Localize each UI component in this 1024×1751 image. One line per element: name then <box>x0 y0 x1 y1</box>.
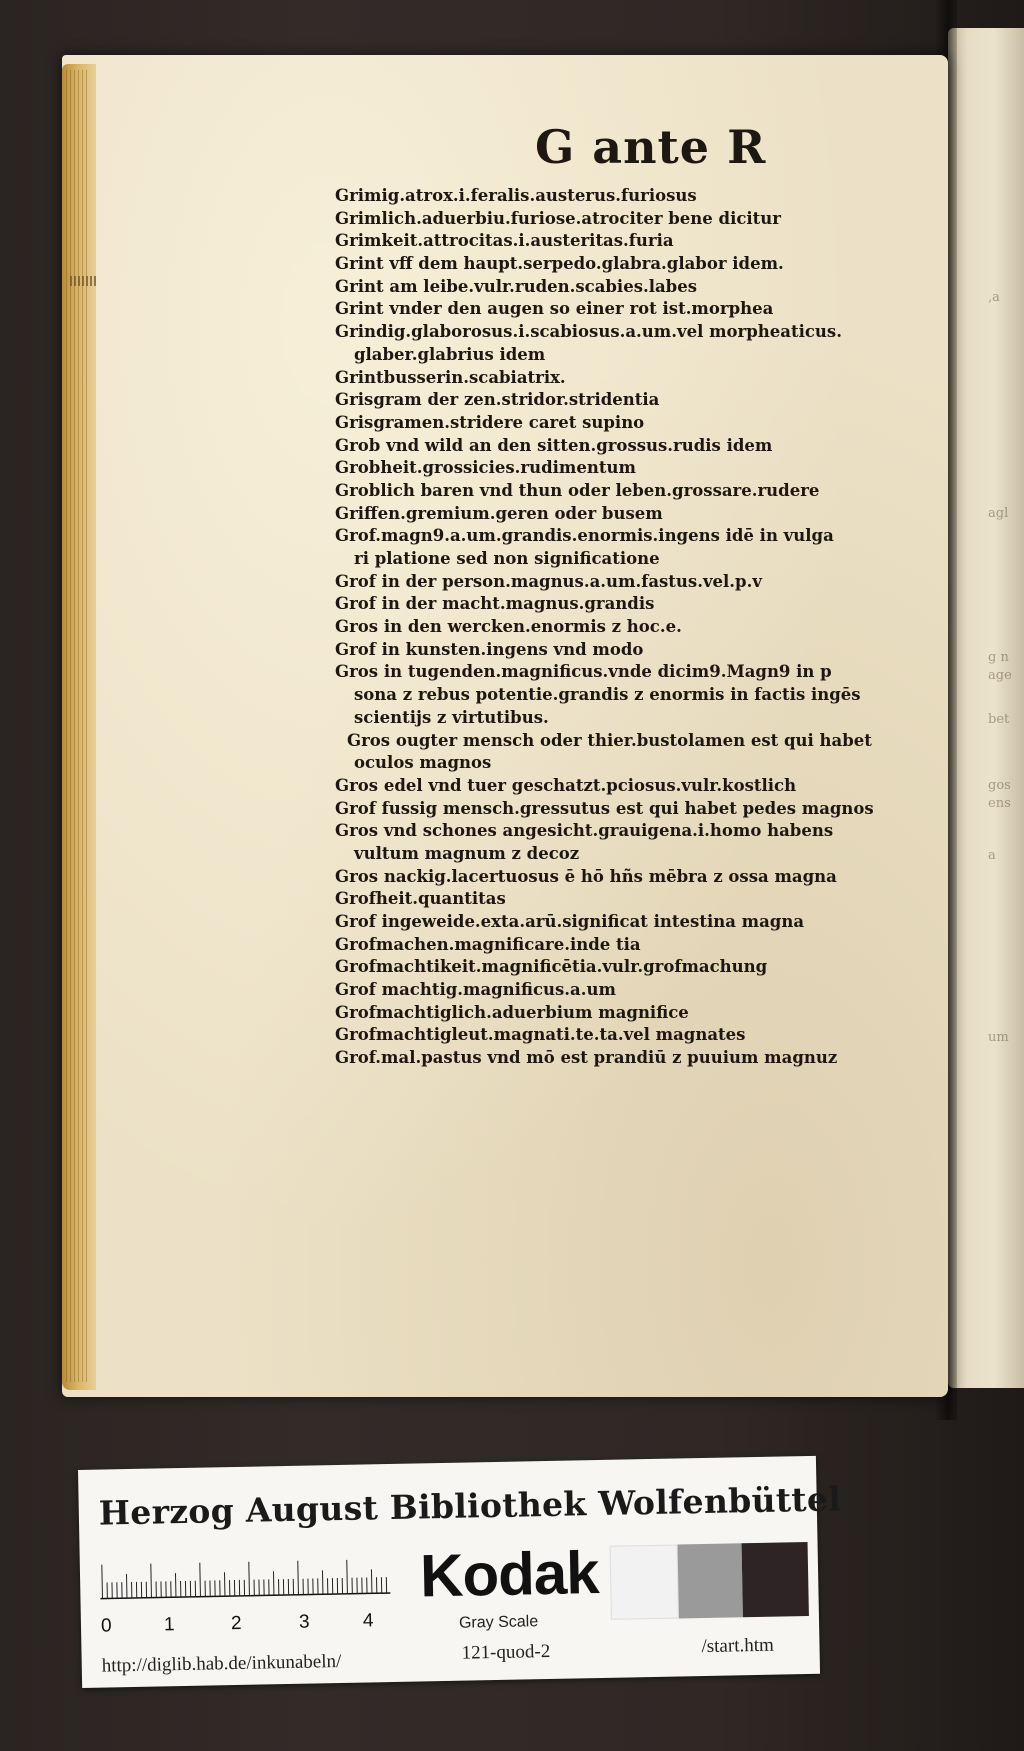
entry-line: Grof.magn9.a.um.grandis.enormis.ingens idē in vulga <box>335 526 834 546</box>
entry-line: Grint vnder den augen so einer rot ist.morphea <box>335 299 774 319</box>
entry-line: Grofmachtiglich.aduerbium magnifice <box>335 1002 689 1022</box>
ruler-number: 4 <box>362 1610 374 1632</box>
entry-line: Grimig.atrox.i.feralis.austerus.furiosus <box>335 186 697 205</box>
gray-swatch-mid <box>678 1543 743 1618</box>
section-heading: G ante R <box>535 120 767 174</box>
ruler-number: 2 <box>230 1612 242 1635</box>
entry-line: Grofmachtigleut.magnati.te.ta.vel magnates <box>335 1025 746 1045</box>
facing-page <box>948 28 1024 1388</box>
facing-page-fragment: g n <box>988 650 1009 665</box>
entry-line: glaber.glabrius idem <box>354 344 546 364</box>
facing-page-fragment: ens <box>988 796 1011 811</box>
entry-line: Gros nackig.lacertuosus ē hō hñs mēbra z ossa magna <box>335 866 837 886</box>
library-label-card <box>78 1456 842 1688</box>
entry-line: Grofmachen.magnificare.inde tia <box>335 934 641 954</box>
entry-line: Grof in kunsten.ingens vnd modo <box>335 639 644 659</box>
kodak-logo: Kodak <box>419 1539 600 1610</box>
entry-line: Grofheit.quantitas <box>335 889 506 909</box>
facing-page-fragment: ‚a <box>988 290 1000 305</box>
ruler-tick <box>298 1561 299 1595</box>
entry-line: Grof machtig.magnificus.a.um <box>335 980 616 1000</box>
entry-line: Grof.mal.pastus vnd mō est prandiū z puuium magnuz <box>335 1048 838 1068</box>
entry-line: Grimkeit.attrocitas.i.austeritas.furia <box>335 231 674 251</box>
facing-page-fragment: gos <box>988 778 1011 793</box>
entry-line: Gros in den wercken.enormis z hoc.e. <box>335 617 682 637</box>
ruler-tick <box>249 1562 250 1596</box>
gray-scale-label: Gray Scale <box>458 1613 539 1632</box>
entry-line: Grintbusserin.scabiatrix. <box>335 367 566 387</box>
facing-page-fragment: um <box>988 1030 1009 1045</box>
entry-line: Grof in der macht.magnus.grandis <box>335 594 655 614</box>
ruler-numbers <box>101 1610 401 1640</box>
start-page-url: /start.htm <box>701 1634 775 1658</box>
ruler-number: 3 <box>298 1611 310 1633</box>
dictionary-entries <box>335 185 935 1070</box>
facing-page-fragment: agl <box>988 506 1009 521</box>
entry-line: Gros ougter mensch oder thier.bustolamen est qui habet <box>347 730 872 750</box>
ruler-tick <box>102 1565 103 1599</box>
entry-line: Gros in tugenden.magnificus.vnde dicim9.Magn9 in p <box>335 662 832 682</box>
margin-mark <box>70 276 96 286</box>
entry-line: Gros edel vnd tuer geschatzt.pciosus.vulr.kostlich <box>335 775 797 795</box>
entry-line: Grint am leibe.vulr.ruden.scabies.labes <box>335 276 698 296</box>
facing-page-fragment: a <box>988 848 996 863</box>
entry-line: oculos magnos <box>354 753 492 773</box>
entry-line: Grindig.glaborosus.i.scabiosus.a.um.vel morpheaticus. <box>335 322 842 342</box>
entry-line: scientijs z virtutibus. <box>354 707 549 727</box>
entry-line: Grofmachtikeit.magnificētia.vulr.grofmachung <box>335 957 768 977</box>
entry-line: Griffen.gremium.geren oder busem <box>335 503 663 523</box>
entry-line: Grof ingeweide.exta.arū.significat intestina magna <box>335 912 805 931</box>
entry-line: ri platione sed non significatione <box>354 549 660 568</box>
digital-library-url: http://diglib.hab.de/inkunabeln/ <box>101 1650 342 1677</box>
library-title: Herzog August Bibliothek Wolfenbüttel <box>98 1479 842 1533</box>
entry-line: Grint vff dem haupt.serpedo.glabra.glabor idem. <box>335 254 784 274</box>
ruler-tick <box>200 1563 201 1597</box>
entry-line: Grisgram der zen.stridor.stridentia <box>335 390 660 410</box>
gray-swatch-black <box>742 1542 809 1617</box>
ruler-tick <box>347 1560 348 1594</box>
entry-line: Groblich baren vnd thun oder leben.grossare.rudere <box>335 480 820 500</box>
ruler-scale <box>100 1554 391 1600</box>
ruler-tick <box>151 1564 152 1598</box>
entry-line: Grisgramen.stridere caret supino <box>335 412 645 432</box>
entry-line: Grobheit.grossicies.rudimentum <box>335 458 636 478</box>
entry-line: Grimlich.aduerbiu.furiose.atrociter bene dicitur <box>335 208 781 228</box>
page-edge-texture <box>66 70 88 1382</box>
entry-line: sona z rebus potentie.grandis z enormis in factis ingēs <box>354 685 861 705</box>
entry-line: Gros vnd schones angesicht.grauigena.i.homo habens <box>335 821 834 841</box>
entry-line: Grof fussig mensch.gressutus est qui habet pedes magnos <box>335 798 874 818</box>
facing-page-fragment: bet <box>988 712 1010 727</box>
gray-swatch-white <box>610 1545 679 1620</box>
entry-line: vultum magnum z decoz <box>354 843 580 863</box>
ruler-number: 0 <box>100 1615 112 1637</box>
entry-line: Grob vnd wild an den sitten.grossus.rudis idem <box>335 435 773 455</box>
facing-page-fragment: age <box>988 668 1012 683</box>
catalog-id: 121-quod-2 <box>461 1640 551 1664</box>
entry-line: Grof in der person.magnus.a.um.fastus.vel.p.v <box>335 571 762 591</box>
ruler-number: 1 <box>163 1614 175 1636</box>
